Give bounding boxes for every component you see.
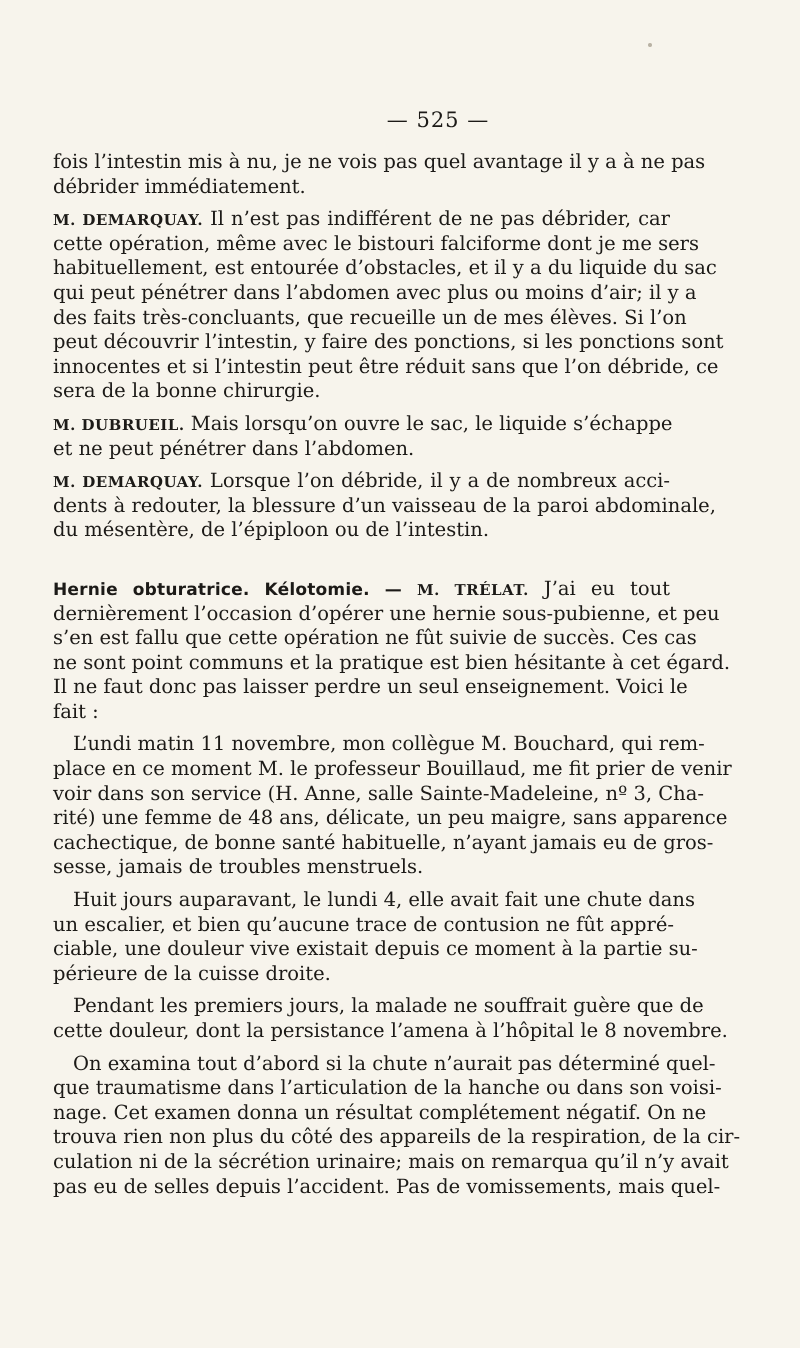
speaker-name: M. DEMARQUAY. bbox=[53, 473, 203, 492]
text-line: cette douleur, dont la persistance l’amena à l’hôpital le 8 novembre. bbox=[53, 1019, 728, 1042]
paragraph bbox=[53, 576, 731, 725]
paragraph bbox=[53, 411, 673, 461]
text-fragment: J’ai eu tout bbox=[528, 576, 670, 600]
text-line: dernièrement l’occasion d’opérer une hernie sous-pubienne, et peu bbox=[53, 601, 720, 625]
text-line: un escalier, et bien qu’aucune trace de contusion ne fût appré- bbox=[53, 912, 674, 936]
text-line: que traumatisme dans l’articulation de la hanche ou dans son voisi- bbox=[53, 1076, 722, 1100]
paragraph bbox=[53, 469, 716, 543]
text-line: s’en est fallu que cette opération ne fût suivie de succès. Ces cas bbox=[53, 626, 697, 650]
text-line: dents à redouter, la blessure d’un vaisseau de la paroi abdominale, bbox=[53, 493, 716, 517]
page-number: — 525 — bbox=[386, 108, 490, 132]
speaker-name: M. DEMARQUAY. bbox=[53, 211, 204, 230]
text-line: ciable, une douleur vive existait depuis ce moment à la partie su- bbox=[53, 937, 698, 961]
text-line: et ne peut pénétrer dans l’abdomen. bbox=[53, 436, 415, 460]
text-line bbox=[53, 469, 670, 494]
text-fragment: Il n’est pas indifférent de ne pas débrider, car bbox=[203, 207, 670, 231]
text-line: habituellement, est entourée d’obstacles, et il y a du liquide du sac bbox=[53, 256, 717, 280]
text-line: du mésentère, de l’épiploon ou de l’intestin. bbox=[53, 518, 490, 542]
text-line: Huit jours auparavant, le lundi 4, elle avait fait une chute dans bbox=[73, 888, 695, 912]
text-line: rité) une femme de 48 ans, délicate, un peu maigre, sans apparence bbox=[53, 806, 728, 830]
text-line: culation ni de la sécrétion urinaire; mais on remarqua qu’il n’y avait bbox=[53, 1149, 729, 1173]
paragraph bbox=[53, 732, 732, 880]
text-line: Il ne faut donc pas laisser perdre un seul enseignement. Voici le bbox=[53, 675, 688, 699]
text-line: peut découvrir l’intestin, y faire des ponctions, si les ponctions sont bbox=[53, 330, 724, 354]
text-line: voir dans son service (H. Anne, salle Sainte-Madeleine, nº 3, Cha- bbox=[53, 781, 704, 805]
text-line: cachectique, de bonne santé habituelle, n’ayant jamais eu de gros- bbox=[53, 830, 714, 854]
text-line: pas eu de selles depuis l’accident. Pas de vomissements, mais quel- bbox=[53, 1174, 721, 1198]
text-line: On examina tout d’abord si la chute n’aurait pas déterminé quel- bbox=[73, 1051, 716, 1075]
paper-speck bbox=[648, 43, 652, 47]
text-line: des faits très-concluants, que recueille un de mes élèves. Si l’on bbox=[53, 305, 687, 329]
speaker-name: M. DUBRUEIL. bbox=[53, 415, 185, 434]
text-line: fois l’intestin mis à nu, je ne vois pas quel avantage il y a à ne pas bbox=[53, 150, 706, 173]
speaker-name: M. TRÉLAT. bbox=[417, 580, 529, 599]
paragraph bbox=[53, 207, 724, 404]
text-fragment: Mais lorsqu’on ouvre le sac, le liquide s’échappe bbox=[184, 411, 673, 435]
text-line: débrider immédiatement. bbox=[53, 174, 306, 198]
paragraph bbox=[53, 888, 698, 986]
section-heading: Hernie obturatrice. Kélotomie. — bbox=[53, 579, 402, 600]
text-line: trouva rien non plus du côté des appareils de la respiration, de la cir- bbox=[53, 1125, 741, 1149]
text-line: Pendant les premiers jours, la malade ne souffrait guère que de bbox=[73, 994, 704, 1018]
text-line: sesse, jamais de troubles menstruels. bbox=[53, 855, 424, 879]
text-line bbox=[53, 411, 673, 437]
text-line: sera de la bonne chirurgie. bbox=[53, 379, 321, 403]
text-line: cette opération, même avec le bistouri falciforme dont je me sers bbox=[53, 231, 699, 255]
text-line: place en ce moment M. le professeur Bouillaud, me fit prier de venir bbox=[53, 757, 732, 781]
page-body bbox=[53, 150, 741, 1199]
text-fragment: Lorsque l’on débride, il y a de nombreux acci- bbox=[203, 469, 670, 493]
paragraph bbox=[53, 994, 728, 1043]
text-line bbox=[53, 577, 670, 602]
text-line: ne sont point communs et la pratique est bien hésitante à cet égard. bbox=[53, 650, 731, 674]
text-line: périeure de la cuisse droite. bbox=[53, 961, 331, 985]
text-line: L’undi matin 11 novembre, mon collègue M. Bouchard, qui rem- bbox=[73, 732, 705, 756]
text-line: fait : bbox=[53, 699, 99, 723]
paragraph bbox=[53, 150, 706, 199]
text-line: innocentes et si l’intestin peut être réduit sans que l’on débride, ce bbox=[53, 354, 719, 378]
text-line: nage. Cet examen donna un résultat complétement négatif. On ne bbox=[53, 1100, 707, 1124]
text-line: qui peut pénétrer dans l’abdomen avec plus ou moins d’air; il y a bbox=[53, 280, 697, 304]
paragraph bbox=[53, 1051, 741, 1200]
text-line bbox=[53, 207, 670, 232]
